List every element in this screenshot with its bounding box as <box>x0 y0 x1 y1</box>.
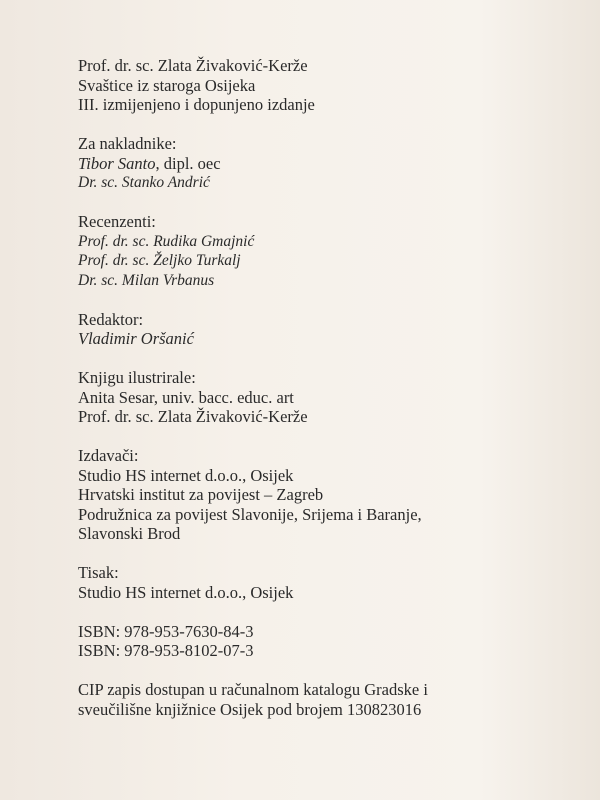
publisher-4: Slavonski Brod <box>78 524 181 543</box>
publishers-block <box>78 446 538 544</box>
publisher-2: Hrvatski institut za povijest – Zagreb <box>78 485 324 504</box>
publisher-rep-1-name: Tibor Santo <box>78 153 156 173</box>
publishers-for-heading: Za nakladnike: <box>78 134 177 153</box>
illustrators-heading: Knjigu ilustrirale: <box>78 368 196 387</box>
reviewer-3: Dr. sc. Milan Vrbanus <box>78 271 215 289</box>
imprint-text <box>78 56 538 739</box>
publisher-rep-1 <box>78 154 538 174</box>
author-block <box>78 56 538 115</box>
isbn-2: ISBN: 978-953-8102-07-3 <box>78 641 254 660</box>
print-heading: Tisak: <box>78 563 119 582</box>
publisher-3: Podružnica za povijest Slavonije, Srijema i Baranje, <box>78 504 422 524</box>
isbn-block <box>78 622 538 661</box>
cip-line-1: CIP zapis dostupan u računalnom katalogu Gradske i <box>78 680 428 699</box>
publisher-1: Studio HS internet d.o.o., Osijek <box>78 465 294 485</box>
illustrator-1: Anita Sesar, univ. bacc. educ. art <box>78 387 294 407</box>
editor-name: Vladimir Oršanić <box>78 329 194 348</box>
illustrator-2: Prof. dr. sc. Zlata Živaković-Kerže <box>78 407 308 426</box>
edition-note: III. izmijenjeno i dopunjeno izdanje <box>78 95 315 114</box>
publisher-rep-1-suffix: , dipl. oec <box>155 153 221 173</box>
publisher-rep-2: Dr. sc. Stanko Andrić <box>78 174 210 191</box>
print-block <box>78 563 538 602</box>
book-title: Svaštice iz staroga Osijeka <box>78 75 256 95</box>
reviewers-block <box>78 212 538 290</box>
printer: Studio HS internet d.o.o., Osijek <box>78 582 294 602</box>
editor-block <box>78 310 538 349</box>
author-name: Prof. dr. sc. Zlata Živaković-Kerže <box>78 56 308 75</box>
reviewers-heading: Recenzenti: <box>78 212 156 231</box>
reviewer-1: Prof. dr. sc. Rudika Gmajnić <box>78 232 255 250</box>
cip-line-2: sveučilišne knjižnice Osijek pod brojem 130823016 <box>78 699 422 719</box>
editor-heading: Redaktor: <box>78 309 144 329</box>
publishers-for-block <box>78 134 538 193</box>
publishers-heading: Izdavači: <box>78 446 139 465</box>
cip-block <box>78 680 538 719</box>
isbn-1: ISBN: 978-953-7630-84-3 <box>78 621 254 641</box>
reviewer-2: Prof. dr. sc. Željko Turkalj <box>78 252 241 269</box>
illustrators-block <box>78 368 538 427</box>
